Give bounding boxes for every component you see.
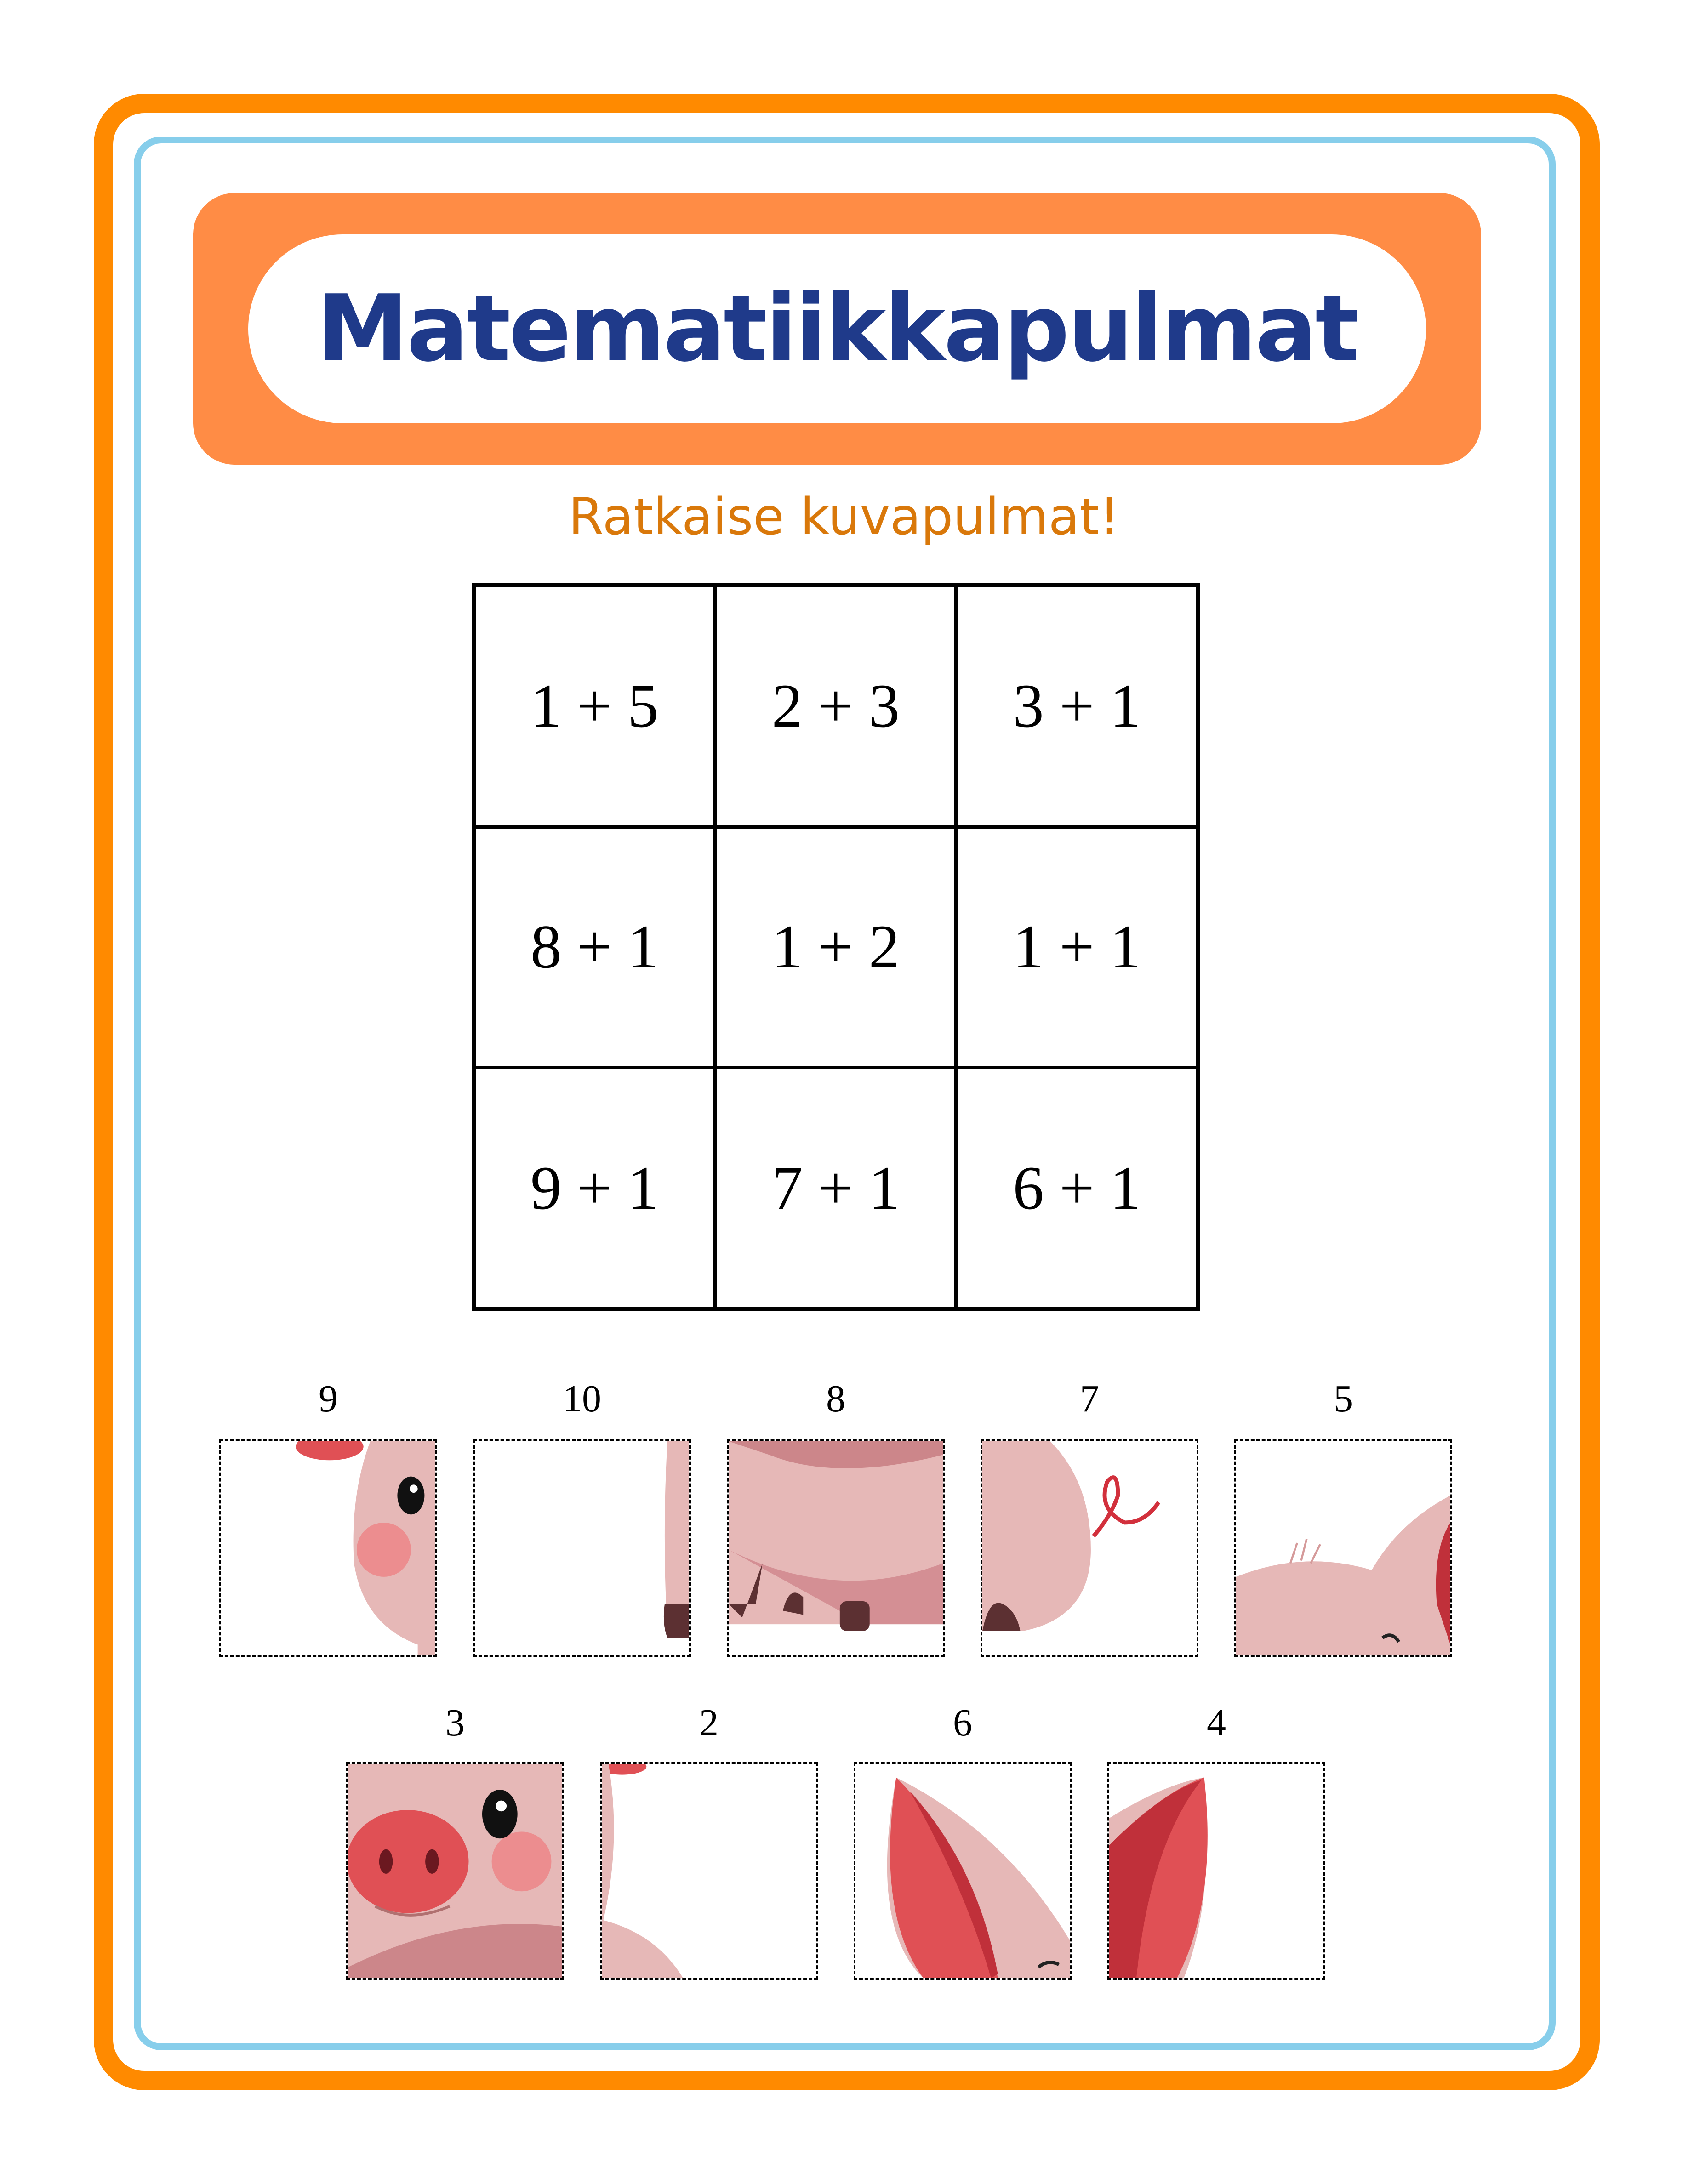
puzzle-piece-pig-ear-left[interactable] xyxy=(854,1762,1072,1980)
puzzle-grid xyxy=(472,583,1200,1311)
grid-cell: 3 + 1 xyxy=(956,586,1198,827)
title-pill xyxy=(248,234,1426,423)
subtitle: Ratkaise kuvapulmat! xyxy=(568,487,1120,546)
piece-number: 7 xyxy=(1080,1377,1099,1420)
puzzle-piece-pig-snout[interactable] xyxy=(346,1762,564,1980)
pig-ear-left-image xyxy=(855,1764,1070,1978)
grid-cell: 1 + 2 xyxy=(715,827,957,1068)
grid-cell: 6 + 1 xyxy=(956,1068,1198,1309)
piece-number: 4 xyxy=(1207,1701,1226,1744)
piece-number: 8 xyxy=(826,1377,845,1420)
pig-head-top-image xyxy=(1236,1441,1450,1655)
piece-number: 6 xyxy=(953,1701,972,1744)
pig-tail-image xyxy=(982,1441,1197,1655)
pig-face-image xyxy=(221,1441,435,1655)
piece-number: 5 xyxy=(1334,1377,1353,1420)
pig-leg-image xyxy=(475,1441,689,1655)
puzzle-piece-pig-ear-right[interactable] xyxy=(1107,1762,1325,1980)
pig-ear-right-image xyxy=(1109,1764,1323,1978)
pig-cheek-image xyxy=(602,1764,816,1978)
pig-snout-image xyxy=(348,1764,562,1978)
piece-number: 10 xyxy=(563,1377,601,1420)
grid-cell: 1 + 5 xyxy=(474,586,715,827)
puzzle-piece-pig-leg[interactable] xyxy=(473,1439,691,1657)
piece-number: 2 xyxy=(699,1701,719,1744)
grid-cell: 2 + 3 xyxy=(715,586,957,827)
grid-cell: 8 + 1 xyxy=(474,827,715,1068)
puzzle-piece-pig-tail[interactable] xyxy=(981,1439,1198,1657)
puzzle-piece-pig-body[interactable] xyxy=(727,1439,945,1657)
pig-body-image xyxy=(729,1441,943,1655)
puzzle-piece-pig-cheek[interactable] xyxy=(600,1762,818,1980)
grid-cell: 7 + 1 xyxy=(715,1068,957,1309)
puzzle-piece-pig-head-top[interactable] xyxy=(1234,1439,1452,1657)
grid-cell: 1 + 1 xyxy=(956,827,1198,1068)
piece-number: 9 xyxy=(319,1377,338,1420)
piece-number: 3 xyxy=(445,1701,465,1744)
page-title: Matematiikkapulmat xyxy=(317,275,1357,382)
puzzle-piece-pig-face[interactable] xyxy=(219,1439,437,1657)
grid-cell: 9 + 1 xyxy=(474,1068,715,1309)
